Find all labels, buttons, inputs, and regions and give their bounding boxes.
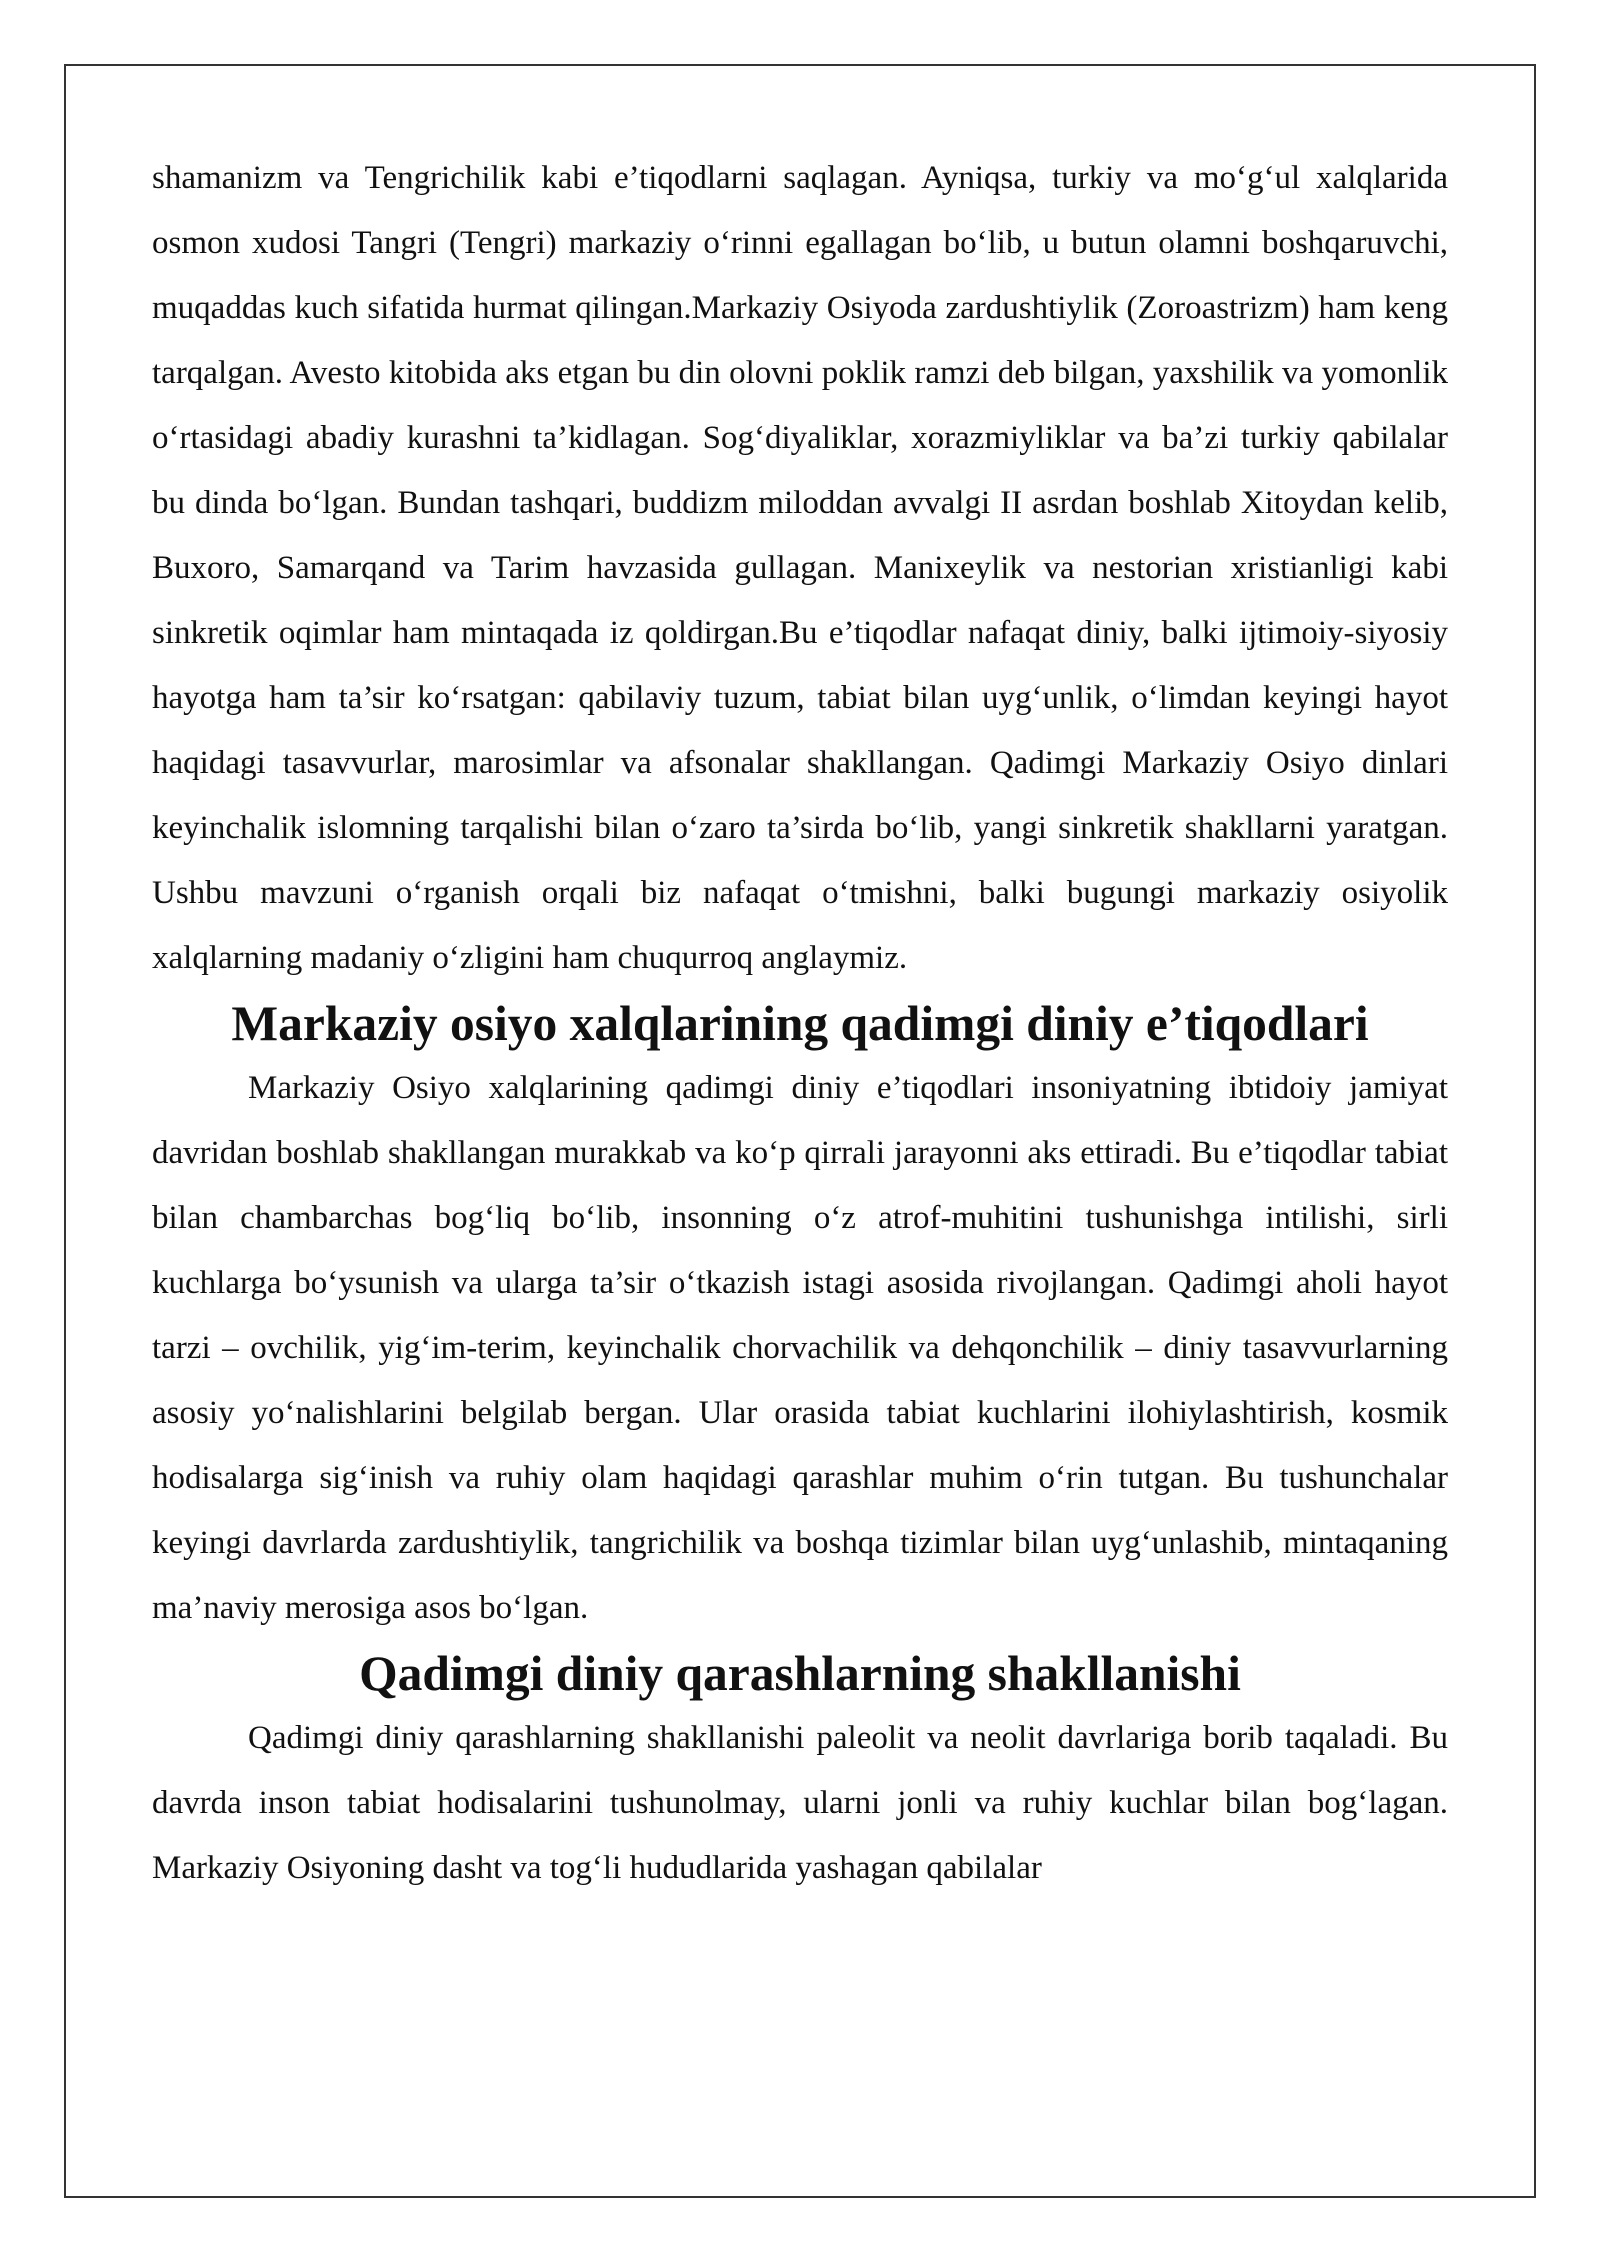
document-body bbox=[152, 146, 1448, 1901]
paragraph-ancient-beliefs: Markaziy Osiyo xalqlarining qadimgi diniy e’tiqodlari insoniyatning ibtidoiy jamiyat davridan boshlab shakllangan murakkab va ko‘p qirrali jarayonni aks ettiradi. Bu e’tiqodlar tabiat bilan chambarchas bog‘liq bo‘lib, insonning o‘z atrof-muhitini tushunishga intilishi, sirli kuchlarga bo‘ysunish va ularga ta’sir o‘tkazish istagi asosida rivojlangan. Qadimgi aholi hayot tarzi – ovchilik, yig‘im-terim, keyinchalik chorvachilik va dehqonchilik – diniy tasavvurlarning asosiy yo‘nalishlarini belgilab bergan. Ular orasida tabiat kuchlarini ilohiylashtirish, kosmik hodisalarga sig‘inish va ruhiy olam haqidagi qarashlar muhim o‘rin tutgan. Bu tushunchalar keyingi davrlarda zardushtiylik, tangrichilik va boshqa tizimlar bilan uyg‘unlashib, mintaqaning ma’naviy merosiga asos bo‘lgan. bbox=[152, 1070, 1448, 1626]
paragraph-formation: Qadimgi diniy qarashlarning shakllanishi paleolit va neolit davrlariga borib taqaladi. Bu davrda inson tabiat hodisalarini tushunolmay, ularni jonli va ruhiy kuchlar bilan bog‘lagan. Markaziy Osiyoning dasht va tog‘li hududlarida yashagan qabilalar bbox=[152, 1720, 1448, 1886]
section-heading-formation: Qadimgi diniy qarashlarning shakllanishi bbox=[359, 1646, 1241, 1701]
paragraph-intro-continuation: shamanizm va Tengrichilik kabi e’tiqodlarni saqlagan. Ayniqsa, turkiy va mo‘g‘ul xalqlarida osmon xudosi Tangri (Tengri) markaziy o‘rinni egallagan bo‘lib, u butun olamni boshqaruvchi, muqaddas kuch sifatida hurmat qilingan.Markaziy Osiyoda zardushtiylik (Zoroastrizm) ham keng tarqalgan. Avesto kitobida aks etgan bu din olovni poklik ramzi deb bilgan, yaxshilik va yomonlik o‘rtasidagi abadiy kurashni ta’kidlagan. Sog‘diyaliklar, xorazmiyliklar va ba’zi turkiy qabilalar bu dinda bo‘lgan. Bundan tashqari, buddizm miloddan avvalgi II asrdan boshlab Xitoydan kelib, Buxoro, Samarqand va Tarim havzasida gullagan. Manixeylik va nestorian xristianligi kabi sinkretik oqimlar ham mintaqada iz qoldirgan.Bu e’tiqodlar nafaqat diniy, balki ijtimoiy-siyosiy hayotga ham ta’sir ko‘rsatgan: qabilaviy tuzum, tabiat bilan uyg‘unlik, o‘limdan keyingi hayot haqidagi tasavvurlar, marosimlar va afsonalar shakllangan. Qadimgi Markaziy Osiyo dinlari keyinchalik islomning tarqalishi bilan o‘zaro ta’sirda bo‘lib, yangi sinkretik shakllarni yaratgan. Ushbu mavzuni o‘rganish orqali biz nafaqat o‘tmishni, balki bugungi markaziy osiyolik xalqlarning madaniy o‘zligini ham chuqurroq anglaymiz. bbox=[152, 160, 1448, 976]
section-heading-ancient-beliefs: Markaziy osiyo xalqlarining qadimgi diniy e’tiqodlari bbox=[231, 996, 1369, 1051]
